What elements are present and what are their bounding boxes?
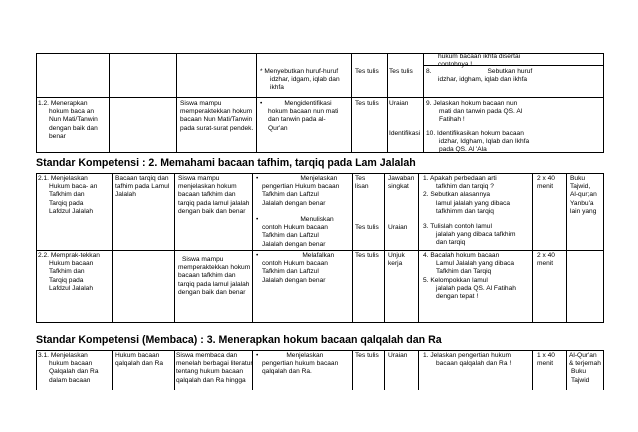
cell-questions-9-10: 9. Jelaskan hokum bacaan nun mati dan tanwin pada QS. Al Fatihah ! 10. Identifikasikan hokum bacaan idzhar, Idgham, Iqlab dan Ikhfa pada QS. Al 'Ala	[426, 100, 530, 154]
cell-technique: Tes tulis	[355, 252, 379, 259]
cell-learning-source: Al-Qur'an & terjemah Buku Tajwid	[569, 352, 601, 384]
cell-question-8: 8. Sebutkan huruf idzhar, idgham, iqlab dan ikhfa	[426, 68, 533, 84]
cell-form: Jawaban singkat	[388, 175, 415, 191]
cell-learning-activity: Siswa mampu memperaktekkan hokum bacaan tafkhim dan tarqiq pada lamul jalalah dengan baik dan benar	[178, 256, 251, 296]
cell-basic-competence-3-1: 3.1. Menjelaskan hukum bacaan Qalqalah dan Ra dalam bacaan	[38, 352, 99, 384]
cell-time-allocation: 2 x 40 menit	[537, 252, 555, 268]
cell-technique: Tes tulis	[355, 224, 379, 231]
cell-indicator-letters: * Menyebutkan huruf-huruf idzhar, idgam, iqlab dan ikhfa	[260, 68, 340, 92]
cell-indicator-explain: • Menjelaskan pengertian Hukum bacaan Tafkhim dan Laftzul Jalalah dengan benar	[256, 175, 340, 207]
cell-question-1: 1. Jelaskan pengertian hukum bacaan qalqalah dan Ra !	[423, 352, 512, 368]
cell-time-allocation: 1 x 40 menit	[537, 352, 555, 368]
cell-indicator-qalqalah: • Menjelaskan pengertian hukum bacaan qalqalah dan Ra.	[256, 352, 339, 376]
cell-indicator-identify: • Mengidentifikasi hokum bacaan nun mati dan tanwin pada al- Qur'an	[260, 100, 339, 132]
cell-time-allocation: 2 x 40 menit	[537, 175, 555, 191]
cell-basic-competence-2-2: 2.2. Memprak-tekkan Hukum bacaan Tafkhim dan Tarqiq pada Lafdzul Jalalah	[38, 252, 100, 292]
cell-indicator-pronounce: • Melafalkan contoh Hukum bacaan Tafkhim dan Laftzul Jalalah dengan benar	[256, 252, 335, 284]
cell-form: Identifikasi	[389, 130, 421, 137]
cell-technique: Tes lisan	[355, 175, 369, 191]
cell-basic-competence-2-1: 2.1. Menjelaskan Hukum baca- an Tafkhim dan Tarqiq pada Lafdzul Jalalah	[38, 175, 98, 215]
cell-learning-source: Buku Tajwid, Al-qur;an Yanbu'a lain yang	[570, 175, 597, 215]
cell-form: Unjuk kerja	[388, 252, 405, 268]
cell-form: Uraian	[389, 100, 409, 107]
cell-learning-activity: Siswa mampu memperaktekkan hokum bacaan Nun Mati/Tanwin pada surat-surat pendek.	[180, 100, 254, 132]
cell-learning-activity: Siswa mampu menjelaskan hokum bacaan tafkhim dan tarqiq pada lamul jalalah dengan baik dan benar	[178, 175, 250, 215]
cell-questions-4-5: 4. Bacalah hokum bacaan Lamul Jalalah yang dibaca Tafkhim dan Tarqiq 5. Kelompokkan lamul jalalah pada QS. Al Fatihah dengan tepat !	[423, 252, 516, 301]
cell-basic-competence-1-2: 1.2. Menerapkan hokum baca an Nun Mati/Tanwin dengan baik dan benar	[38, 100, 98, 140]
cell-technique: Tes tulis	[355, 68, 379, 75]
standard-competence-2-heading: Standar Kompetensi : 2. Memahami bacaan tafhim, tarqiq pada Lam Jalalah	[36, 157, 416, 169]
cell-material: Bacaan tarqiq dan tafhim pada Lamul Jalalah	[115, 175, 170, 199]
cell-form: Uraian	[388, 352, 408, 359]
cell-material: Hukum bacaan qalqalah dan Ra	[115, 352, 164, 368]
cell-question-7: hukum bacaan ikhfa disertai contohnya !	[438, 53, 521, 69]
cell-technique: Tes tulis	[355, 100, 379, 107]
cell-questions-1-3: 1. Apakah perbedaan arti tafkhim dan tarqiq ? 2. Sebutkan alasannya lamul jalalah yang dibaca tafkhimm dan tarqiq 3. Tulislah contoh lamul jalalah yang dibaca tafkhim dan tarqiq	[423, 175, 516, 247]
cell-form: Uraian	[388, 224, 408, 231]
cell-indicator-write: • Menuliskan contoh Hukum bacaan Tafkhim dan Laftzul Jalalah dengan benar	[256, 216, 334, 248]
cell-learning-activity: Siswa membaca dan menelah berbagai literatur tentang hukum bacaan qalqalah dan Ra hingga	[176, 352, 253, 384]
cell-form: Tes tulis	[389, 68, 413, 75]
standard-competence-3-heading: Standar Kompetensi (Membaca) : 3. Menerapkan hokum bacaan qalqalah dan Ra	[36, 334, 442, 346]
cell-technique: Tes tulis	[355, 352, 379, 359]
